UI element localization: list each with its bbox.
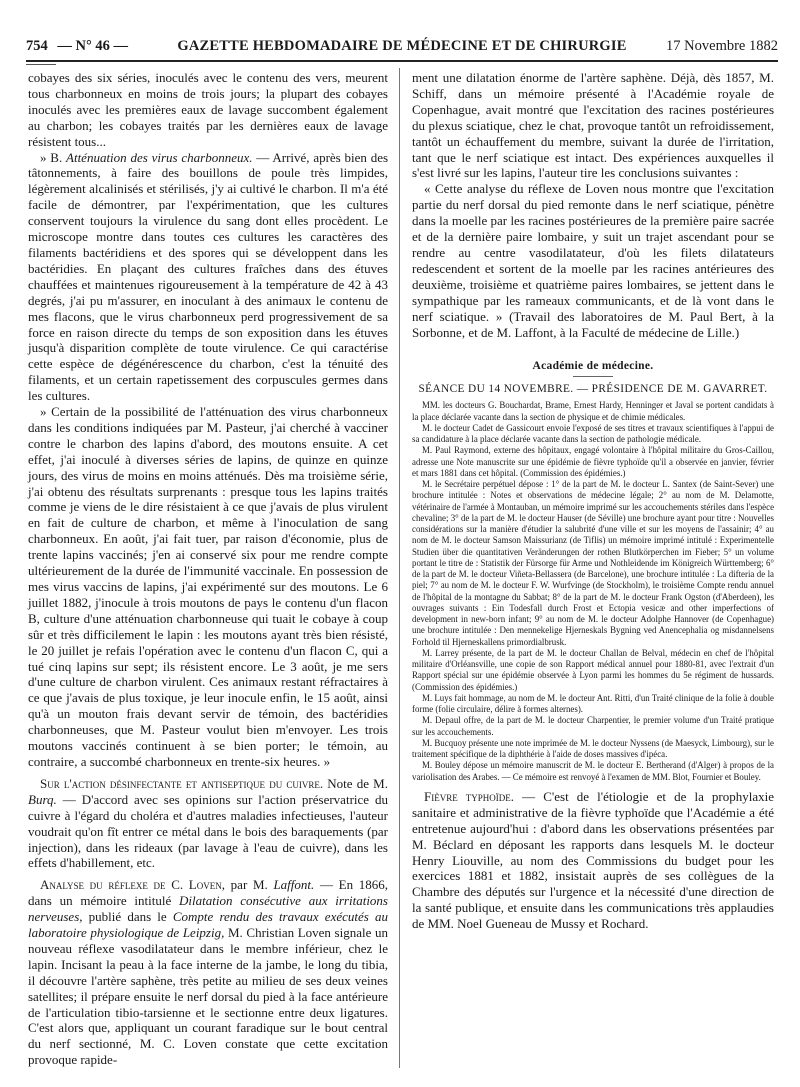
seance-item: M. le docteur Cadet de Gassicourt envoie l'exposé de ses titres et travaux scientifiques à l'appui de sa candidature à la place déclarée vacante dans la section de pathologie médicale. xyxy=(412,422,774,445)
seance-item: M. Paul Raymond, externe des hôpitaux, engagé volontaire à l'hôpital militaire du Gros-Caillou, adresse une Note manuscrite sur une épidémie de fièvre typhoïde qu'il a observée en janvier, février et mars 1881 dans cet hôpital. (Commission des épidémies.) xyxy=(412,445,774,478)
column-separator xyxy=(399,68,400,1068)
issue-date: 17 Novembre 1882 xyxy=(666,38,778,54)
header-rule xyxy=(26,60,778,62)
seance-item: MM. les docteurs G. Bouchardat, Brame, Ernest Hardy, Henninger et Javal se portent candidats à la place déclarée vacante dans la section de physique et de chimie médicales. xyxy=(412,400,774,422)
seance-item: M. Larrey présente, de la part de M. le docteur Challan de Belval, médecin en chef de l'hôpital militaire d'Orléansville, une copie de son Rapport médical annuel pour 1880-81, avec l'extrait d'un Rapport spécial sur une épidémie observée à Lyon parmi les hommes du 5e régiment de hussards. (Commission des épidémies.) xyxy=(412,647,774,692)
paragraph-cobayes: cobayes des six séries, inoculés avec le contenu des vers, meurent tous charbonneux en moins de trois jours; la plupart des cobayes inoculés avec les premières eaux de lavage succombent également au charbon; les cobayes traités par les dernières eaux de lavage résistent tous... xyxy=(28,70,388,149)
seance-item: M. Depaul offre, de la part de M. le docteur Charpentier, le premier volume d'un Traité pratique sur les accouchements. xyxy=(412,715,774,737)
paragraph-vaccination: » Certain de la possibilité de l'atténuation des virus charbonneux dans les conditions indiquées par M. Pasteur, j'ai cherché à vacciner contre le charbon des lapins d'abord, des moutons ensuite. A cet effet, j'ai inoculé à diverses séries de lapins, de quinze en quinze jours, des virus de moins en moins atténués. Dès ma troisième série, j'ai obtenu des résultats surprenants : presque tous les lapins traités comme je viens de le dire résistaient à ce que j'avais de plus virulent en fait de culture de charbon, et même à l'inoculation de sang charbonneux. En août, j'ai fait tuer, par raison d'économie, plus de trente lapins vaccinés; j'en ai conservé six pour me rendre compte ultérieurement de la durée de l'immunité vaccinale. En possession de mes virus vaccins de lapins, j'ai expérimenté sur des moutons. Le 6 juillet 1882, j'inocule à trois moutons de pays le contenu d'un flacon B, culture d'une atténuation charbonneuse qui tuait le cobaye à coup sûr et très difficilement le lapin : les moutons ayant très bien résisté, le 20 juillet je refais l'opération avec le contenu d'un flacon C, qui a tué cinq lapins sur sept; ils résistent encore. Le 3 août, je me sers d'une culture de charbon virulent. Ces animaux restant réfractaires à ce que j'avais de plus toxique, je leur inocule enfin, le 15 août, ainsi qu'à un mouton frais devant servir de témoin, des bactéridies charbonneuses, que M. Pasteur voulut bien m'envoyer. Les trois moutons vaccinés continuent à se bien porter; le témoin, au contraire, a succombé charbonneux en trente-six heures. » xyxy=(28,404,388,769)
paragraph-fievre-typhoide: Fièvre typhoïde. — C'est de l'étiologie et de la prophylaxie sanitaire et administrative de la fièvre typhoïde que l'Académie a été entretenue aujourd'hui : d'abord dans les observations présentées par M. Béclard en déposant les rapports dans lesquels M. le docteur Henry Liouville, au nom des Commissions du budget pour les exercices 1881 et 1882, insistait auprès de ses collègues de la Chambre des députés sur l'urgence et la nécessité d'une direction de la santé publique, et ensuite dans les communications très applaudies de MM. Noel Gueneau de Mussy et Rochard. xyxy=(412,788,775,932)
paragraph-cuivre: Sur l'action désinfectante et antiseptique du cuivre. Note de M. Burq. — D'accord avec ses opinions sur l'action préservatrice du cuivre à l'égard du choléra et d'autres maladies infectieuses, l'auteur voudrait qu'on fît entrer ce métal dans le bois des baraquements (par injection), dans les rideaux (par lavage à l'eau de cuivre), dans les effets d'habillement, etc. xyxy=(28,775,389,871)
seance-item: M. Bucquoy présente une note imprimée de M. le docteur Nyssens (de Maesyck, Limbourg), sur le traitement spécifique de la diphthérie à l'aide de doses massives d'ipéca. xyxy=(412,737,774,760)
seance-item: M. Luys fait hommage, au nom de M. le docteur Ant. Ritti, d'un Traité clinique de la folie à double forme (folie circulaire, délire à formes alternes). xyxy=(412,692,774,715)
right-column xyxy=(412,70,774,932)
left-column xyxy=(28,70,388,1068)
section-rule xyxy=(573,376,613,377)
journal-title: GAZETTE HEBDOMADAIRE DE MÉDECINE ET DE CHIRURGIE xyxy=(177,38,627,54)
paragraph-schiff: ment une dilatation énorme de l'artère saphène. Déjà, dès 1857, M. Schiff, dans un mémoire présenté à l'Académie royale de Copenhague, avait montré que l'excitation des racines postérieures du plexus sciatique, chez le chat, provoque tantôt un refroidissement, tantôt un échauffement du membre, suivant la durée de l'irritation, tant que le nerf sciatique est intact. Des expériences auxquelles il s'est livré sur les lapins, l'auteur tire les conclusions suivantes : xyxy=(412,70,774,181)
paragraph-conclusions: « Cette analyse du réflexe de Loven nous montre que l'excitation partie du nerf dorsal du pied remonte dans le nerf sciatique, pénètre dans la moelle par les racines postérieures de la première paire sacrée et de la dernière paire lombaire, y suit un trajet ascendant pour se rendre au centre vasodilatateur, d'où les filets dilatateurs redescendent et sortent de la moelle par les racines antérieures des deuxième, troisième et quatrième paires lombaires, se jettent dans le sympathique par les rameaux communicants, et de là vont dans le nerf sciatique. » (Travail des laboratoires de M. Paul Bert, à la Sorbonne, et de M. Laffont, à la Faculté de médecine de Lille.) xyxy=(412,181,774,340)
seance-heading: SÉANCE DU 14 NOVEMBRE. — PRÉSIDENCE DE M. GAVARRET. xyxy=(418,383,768,396)
paragraph-loven: Analyse du réflexe de C. Loven, par M. Laffont. — En 1866, dans un mémoire intitulé Dilatation consécutive aux irritations nerveuses, publié dans le Compte rendu des travaux exécutés au laboratoire physiologique de Leipzig, M. Christian Loven signale un nouveau réflexe vasodilatateur dans le membre inférieur, chez le lapin. Incisant la peau à la face interne de la jambe, le long du tibia, il découvre l'artère saphène, très petite au milieu de ses deux veines satellites; il prépare ensuite le nerf dorsal du pied à la face antérieure de l'articulation tibio-tarsienne et le sectionne entre deux ligatures. C'est alors que, appliquant un courant faradique sur le bout central du nerf sectionné, M. C. Loven constate que cette excitation provoque rapide- xyxy=(28,877,389,1068)
page-header xyxy=(26,38,778,58)
seance-item: M. le Secrétaire perpétuel dépose : 1° de la part de M. le docteur L. Santex (de Saint-Sever) une brochure intitulée : Notes et observations de médecine légale; 2° au nom de M. Delamotte, vétérinaire de l'armée à Montauban, un mémoire imprimé sur les accouchements stériles dans l'espèce chevaline; 3° de la part de M. le docteur Hauser (de Séville) une brochure ayant pour titre : Nouvelles considérations sur la manière d'étudier la salubrité d'une ville et sur les moyens de l'assainir; 4° au nom de M. le docteur Samson Maissurianz (de Tiflis) un mémoire imprimé intitulé : Experimentelle Studien über die quantitativen Veränderungen der rothen Blutkörperchen im Fieber; 5° un volume portant le titre de : Statistik der Fürsorge für Arme und Nothleidende im Königreich Württemberg; 6° de la part de M. le docteur Viñeta-Bellassera (de Barcelone), une brochure intitulée : La difteria de la piel; 7° au nom de M. le docteur F. W. Wurfvinge (de Stockholm), le troisième Compte rendu annuel de l'hôpital de la montagne du Sabbat; 8° de la part de M. le docteur Frank Ogston (d'Aberdeen), les ouvrages suivants : Ein Todesfall durch Frost et Ectopia vesicæ and other imperfections of development in new-born infant; 9° au nom de M. le docteur Adolphe Hannover (de Copenhague) une brochure intitulée : Den mennekelige Hjerneskals Bygning ved Anencephalia og misdannelsens Forhold til Hjerneskallens primordialbrusk. xyxy=(412,479,775,647)
header-rule-short xyxy=(26,64,56,65)
seance-item: M. Bouley dépose un mémoire manuscrit de M. le docteur E. Bertherand (d'Alger) à propos de la variolisation des Arabes. — Ce mémoire est renvoyé à l'examen de MM. Blot, Fournier et Bouley. xyxy=(412,760,774,782)
page-number: 754 — N° 46 — xyxy=(26,38,129,54)
paragraph-attenuation: » B. Atténuation des virus charbonneux. — Arrivé, après bien des tâtonnements, à faire des bouillons de poule très limpides, légèrement alcalinisés et stérilisés, j'y ai cultivé le charbon. Il m'a été facile de démontrer, par l'expérimentation, que les cultures conservent toujours la virulence du sang dont elles procèdent. Le microscope montre dans toutes ces cultures les caractères des filaments bactéridiens et des spores qui se développent dans les bactéridies. En plaçant des cultures fraîches dans des étuves chauffées et maintenues rigoureusement à la température de 42 à 43 degrés, j'ai pu m'assurer, en inoculant à des animaux le contenu de mes flacons, que le virus charbonneux perd progressivement de sa force en raison directe du temps de son exposition dans les étuves jusqu'à disparition complète de toute virulence. Ce qui caractérise cette espèce de dégénérescence du charbon, c'est la ténuité des filaments, et un certain rapetissement des corpuscules germes dans les cultures. xyxy=(28,149,389,404)
section-title-academie: Académie de médecine. xyxy=(532,360,654,373)
